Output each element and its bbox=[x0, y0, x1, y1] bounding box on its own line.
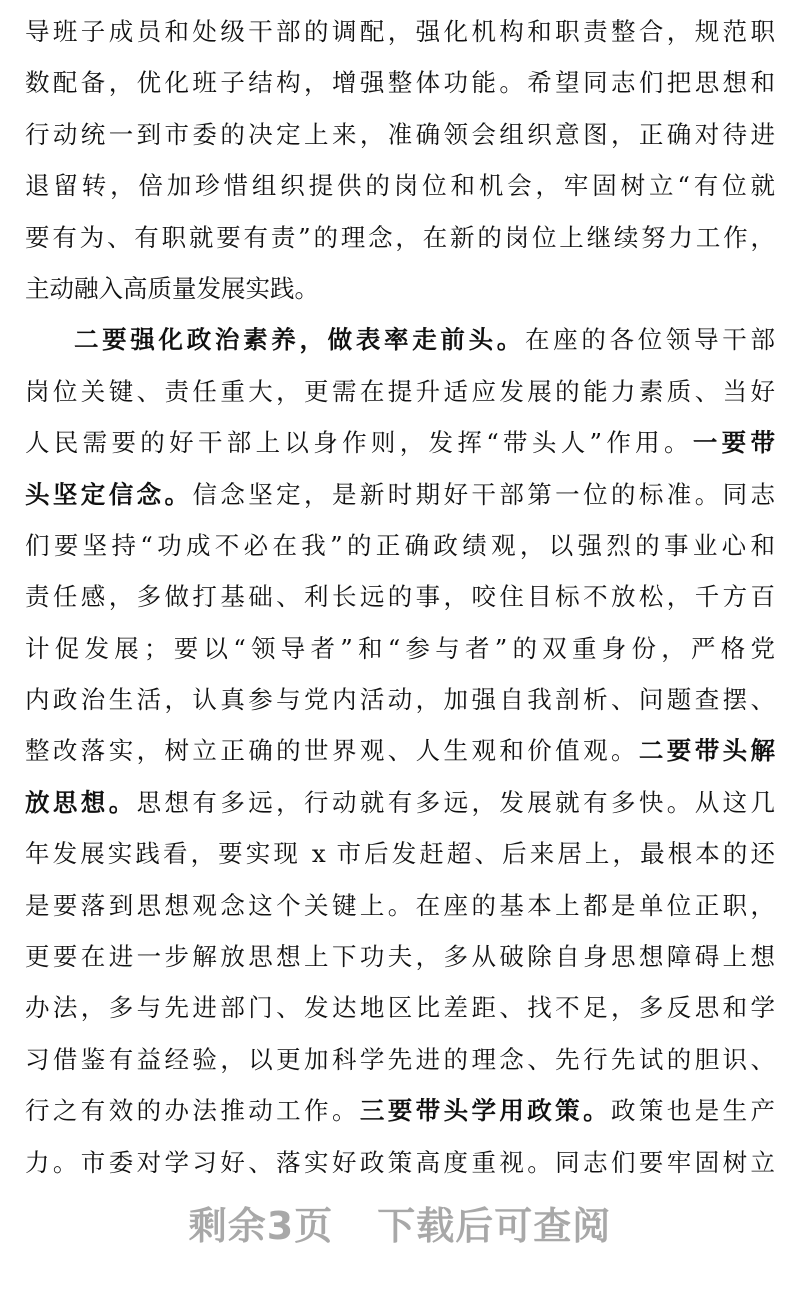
text-line bbox=[25, 469, 775, 520]
text-line bbox=[25, 520, 775, 571]
document-body bbox=[25, 6, 775, 1188]
text-line bbox=[25, 1137, 775, 1188]
body-text: 更要在进一步解放思想上下功夫，多从破除自身思想障碍上想 bbox=[25, 942, 775, 972]
body-text: 们要坚持“功成不必在我”的正确政绩观，以强烈的事业心和 bbox=[25, 530, 775, 560]
text-line bbox=[25, 6, 775, 57]
body-text: 力。市委对学习好、落实好政策高度重视。同志们要牢固树立 bbox=[25, 1147, 775, 1177]
text-line bbox=[25, 57, 775, 108]
body-text: 政策也是生产 bbox=[611, 1096, 776, 1126]
text-line bbox=[25, 571, 775, 622]
body-text: 内政治生活，认真参与党内活动，加强自我剖析、问题查摆、 bbox=[25, 685, 775, 715]
text-line bbox=[25, 314, 775, 365]
text-line bbox=[25, 160, 775, 211]
download-prompt[interactable] bbox=[0, 1195, 800, 1250]
body-text: 责任感，多做打基础、利长远的事，咬住目标不放松，千方百 bbox=[25, 582, 775, 612]
body-text: 在座的各位领导干部 bbox=[525, 325, 775, 355]
text-line bbox=[25, 1085, 775, 1136]
bold-heading-text: 头坚定信念。 bbox=[25, 479, 193, 509]
body-text: 办法，多与先进部门、发达地区比差距、找不足，多反思和学 bbox=[25, 993, 775, 1023]
bold-heading-text: 一要带 bbox=[692, 428, 775, 458]
body-text: 思想有多远，行动就有多远，发展就有多快。从这几 bbox=[136, 787, 776, 817]
text-line bbox=[25, 417, 775, 468]
bold-heading-text: 二要强化政治素养，做表率走前头。 bbox=[74, 325, 525, 355]
text-line bbox=[25, 623, 775, 674]
body-text: 信念坚定，是新时期好干部第一位的标准。同志 bbox=[192, 479, 776, 509]
text-line bbox=[25, 982, 775, 1033]
text-line bbox=[25, 674, 775, 725]
text-line bbox=[25, 212, 775, 263]
text-line bbox=[25, 109, 775, 160]
body-text: 年发展实践看，要实现 x 市后发赶超、后来居上，最根本的还 bbox=[25, 839, 775, 869]
text-line bbox=[25, 931, 775, 982]
body-text: 习借鉴有益经验，以更加科学先进的理念、先行先试的胆识、 bbox=[25, 1044, 775, 1074]
body-text: 行之有效的办法推动工作。 bbox=[25, 1096, 360, 1126]
text-line bbox=[25, 366, 775, 417]
text-line bbox=[25, 1034, 775, 1085]
text-line bbox=[25, 263, 775, 314]
body-text: 整改落实，树立正确的世界观、人生观和价值观。 bbox=[25, 736, 639, 766]
remaining-pages-text[interactable]: 剩余3页 bbox=[188, 1204, 334, 1248]
text-line bbox=[25, 777, 775, 828]
download-to-read-text[interactable]: 下载后可查阅 bbox=[377, 1204, 612, 1248]
body-text: 岗位关键、责任重大，更需在提升适应发展的能力素质、当好 bbox=[25, 376, 775, 406]
text-line bbox=[25, 725, 775, 776]
body-text: 行动统一到市委的决定上来，准确领会组织意图，正确对待进 bbox=[25, 119, 775, 149]
body-text: 退留转，倍加珍惜组织提供的岗位和机会，牢固树立“有位就 bbox=[25, 171, 775, 201]
bold-heading-text: 放思想。 bbox=[25, 787, 137, 817]
body-text: 要有为、有职就要有责”的理念，在新的岗位上继续努力工作， bbox=[25, 222, 775, 252]
body-text: 主动融入高质量发展实践。 bbox=[25, 273, 319, 303]
body-text: 数配备，优化班子结构，增强整体功能。希望同志们把思想和 bbox=[25, 68, 775, 98]
text-line bbox=[25, 828, 775, 879]
body-text: 计促发展；要以“领导者”和“参与者”的双重身份，严格党 bbox=[25, 633, 775, 663]
bold-heading-text: 二要带头解 bbox=[638, 736, 776, 766]
text-line bbox=[25, 880, 775, 931]
body-text: 是要落到思想观念这个关键上。在座的基本上都是单位正职， bbox=[25, 890, 775, 920]
bold-heading-text: 三要带头学用政策。 bbox=[359, 1096, 611, 1126]
body-text: 导班子成员和处级干部的调配，强化机构和职责整合，规范职 bbox=[25, 17, 775, 46]
body-text: 人民需要的好干部上以身作则，发挥“带头人”作用。 bbox=[25, 428, 693, 458]
